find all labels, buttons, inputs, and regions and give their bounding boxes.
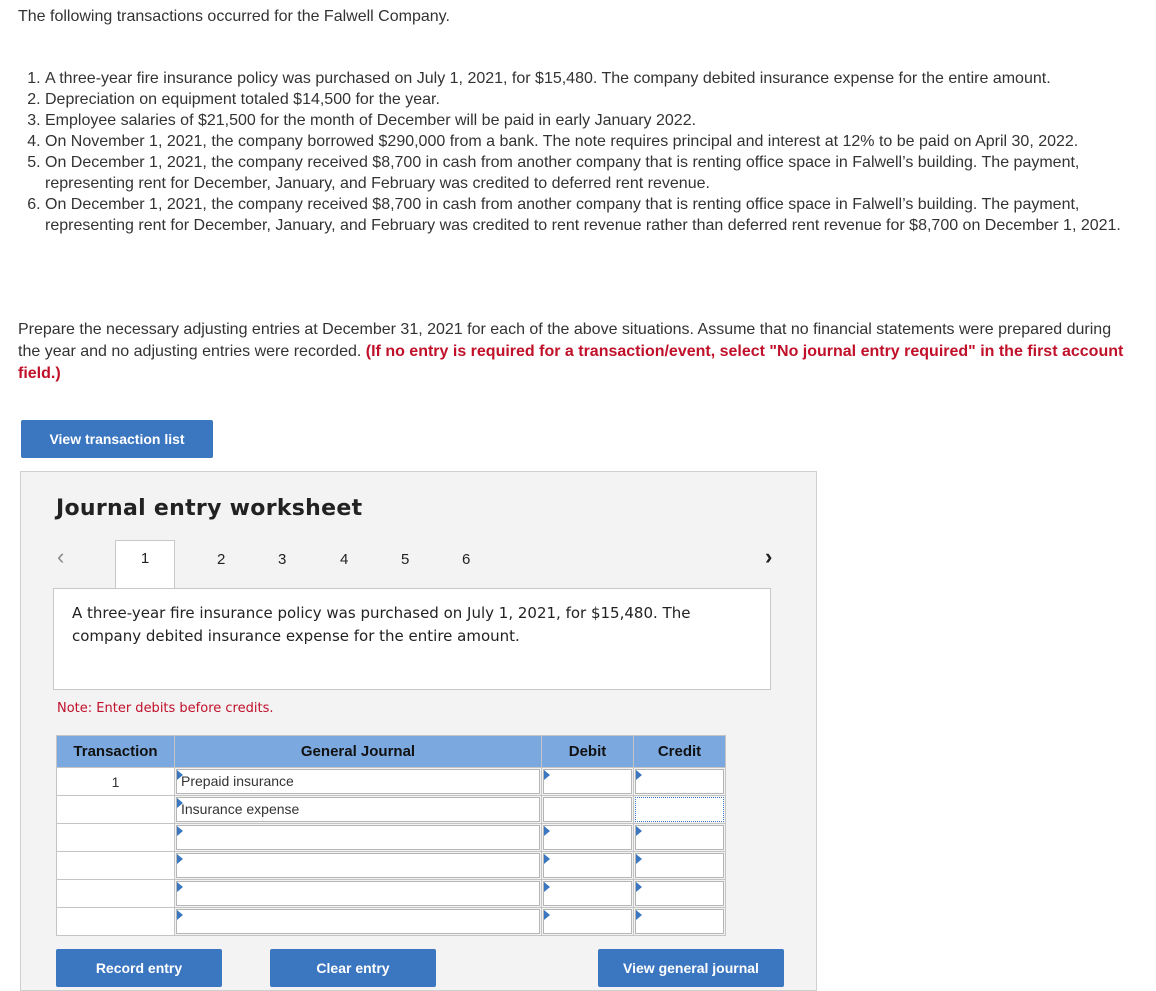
view-general-journal-button[interactable]: View general journal [598,949,784,987]
column-header-credit: Credit [634,736,726,768]
record-entry-button[interactable]: Record entry [56,949,222,987]
credit-field[interactable] [635,825,724,850]
input-marker-icon [636,770,642,780]
instructions-text: Prepare the necessary adjusting entries at December 31, 2021 for each of the above situations. Assume that no financial statements were prepared during the year and no adjusting entries were recorded. [18,321,1112,360]
debit-field[interactable] [543,853,632,878]
transaction-number [57,824,175,852]
input-marker-icon [544,854,550,864]
debit-field[interactable] [543,909,632,934]
debit-field[interactable] [543,825,632,850]
instructions [18,319,1133,385]
credit-field[interactable] [635,853,724,878]
dropdown-marker-icon [177,854,183,864]
tab-1[interactable]: 1 [115,540,175,590]
tab-4[interactable]: 4 [340,551,349,568]
debit-field[interactable] [543,881,632,906]
input-marker-icon [544,770,550,780]
account-field[interactable] [176,909,540,934]
credit-field[interactable] [635,881,724,906]
general-journal-table [56,735,726,936]
transaction-list [20,68,1156,236]
transaction-description: A three-year fire insurance policy was purchased on July 1, 2021, for $15,480. The company debited insurance expense for the entire amount. [53,588,771,690]
account-field[interactable] [176,769,540,794]
account-field[interactable] [176,853,540,878]
transaction-item: 6. On December 1, 2021, the company received $8,700 in cash from another company that is renting office space in Falwell’s building. The payment, representing rent for December, January, and February was credited to rent revenue rather than deferred rent revenue for $8,700 on December 1, 2021. [45,194,1156,236]
dropdown-marker-icon [177,882,183,892]
debit-field[interactable] [543,797,632,822]
intro-text: The following transactions occurred for the Falwell Company. [18,8,450,25]
transaction-number [57,852,175,880]
input-marker-icon [636,854,642,864]
account-value: Insurance expense [181,801,300,817]
account-field[interactable] [176,797,540,822]
account-field[interactable] [176,881,540,906]
table-row [57,880,726,908]
column-header-general-journal: General Journal [175,736,542,768]
account-field[interactable] [176,825,540,850]
input-marker-icon [544,910,550,920]
worksheet-tabs [21,540,818,590]
transaction-item: 3. Employee salaries of $21,500 for the month of December will be paid in early January 2022. [45,110,1156,131]
tab-2[interactable]: 2 [217,551,226,568]
transaction-number [57,880,175,908]
transaction-item: 1. A three-year fire insurance policy was purchased on July 1, 2021, for $15,480. The company debited insurance expense for the entire amount. [45,68,1156,89]
credit-field[interactable] [635,909,724,934]
note-text: Note: Enter debits before credits. [57,701,274,716]
tab-6[interactable]: 6 [462,551,471,568]
chevron-right-icon[interactable]: › [765,544,773,569]
dropdown-marker-icon [177,826,183,836]
journal-worksheet-panel [20,471,817,991]
chevron-left-icon[interactable]: ‹ [57,544,65,569]
credit-field[interactable] [635,769,724,794]
dropdown-marker-icon [177,910,183,920]
column-header-debit: Debit [542,736,634,768]
input-marker-icon [636,882,642,892]
transaction-item: 2. Depreciation on equipment totaled $14,500 for the year. [45,89,1156,110]
transaction-item: 5. On December 1, 2021, the company received $8,700 in cash from another company that is renting office space in Falwell’s building. The payment, representing rent for December, January, and February was credited to deferred rent revenue. [45,152,1156,194]
instructions-highlight: (If no entry is required for a transaction/event, select "No journal entry required" in the first account field.) [18,343,1124,382]
transaction-number: 1 [57,768,175,796]
table-row [57,768,726,796]
table-row [57,824,726,852]
input-marker-icon [544,882,550,892]
tab-3[interactable]: 3 [278,551,287,568]
credit-field[interactable] [635,797,724,822]
view-transaction-list-button[interactable]: View transaction list [21,420,213,458]
column-header-transaction: Transaction [57,736,175,768]
input-marker-icon [544,826,550,836]
table-row [57,908,726,936]
table-row [57,796,726,824]
debit-field[interactable] [543,769,632,794]
transaction-number [57,908,175,936]
input-marker-icon [636,826,642,836]
table-row [57,852,726,880]
transaction-item: 4. On November 1, 2021, the company borrowed $290,000 from a bank. The note requires principal and interest at 12% to be paid on April 30, 2022. [45,131,1156,152]
worksheet-title: Journal entry worksheet [56,496,363,521]
clear-entry-button[interactable]: Clear entry [270,949,436,987]
account-value: Prepaid insurance [181,773,294,789]
transaction-number [57,796,175,824]
tab-5[interactable]: 5 [401,551,410,568]
input-marker-icon [636,910,642,920]
